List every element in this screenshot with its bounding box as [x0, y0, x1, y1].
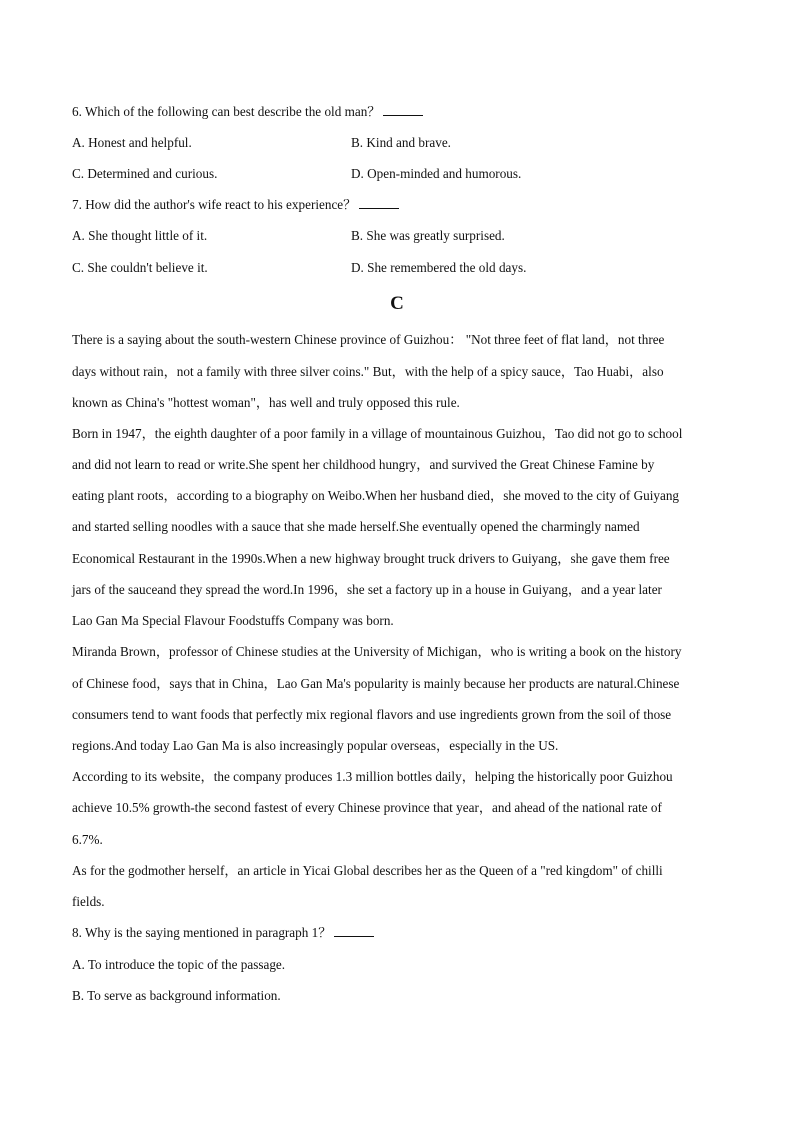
q7-option-c: C. She couldn't believe it. [72, 260, 208, 275]
passage-line: fields. [72, 894, 105, 909]
passage-line: days without rain，not a family with three silver coins." But，with the help of a spicy sauce，Tao Huabi，also [72, 364, 664, 379]
q8-option-b: B. To serve as background information. [72, 988, 281, 1003]
passage-line: and did not learn to read or write.She spent her childhood hungry，and survived the Great Chinese Famine by [72, 457, 655, 472]
passage-line: There is a saying about the south-western Chinese province of Guizhou： "Not three feet of flat land，not three [72, 332, 665, 347]
passage-line: known as China's "hottest woman"，has well and truly opposed this rule. [72, 395, 460, 410]
passage-line: achieve 10.5% growth-the second fastest of every Chinese province that year，and ahead of the national rate of [72, 800, 662, 815]
passage-line: As for the godmother herself，an article in Yicai Global describes her as the Queen of a "red kingdom" of chilli [72, 863, 663, 878]
passage-line: eating plant roots，according to a biography on Weibo.When her husband died，she moved to the city of Guiyang [72, 488, 680, 503]
q8-option-a: A. To introduce the topic of the passage. [72, 957, 286, 972]
answer-blank[interactable] [359, 197, 399, 209]
q7-option-a: A. She thought little of it. [72, 228, 208, 243]
passage-line: jars of the sauceand they spread the word.In 1996，she set a factory up in a house in Guiyang，and a year later [72, 582, 662, 597]
q6-option-d: D. Open-minded and humorous. [351, 166, 522, 181]
passage-line: regions.And today Lao Gan Ma is also increasingly popular overseas，especially in the US. [72, 738, 559, 753]
passage-line: Miranda Brown，professor of Chinese studies at the University of Michigan，who is writing a book on the history [72, 644, 682, 659]
question-6-text: 6. Which of the following can best describe the old man？ [72, 104, 381, 119]
q6-option-a: A. Honest and helpful. [72, 135, 192, 150]
question-7-text: 7. How did the author's wife react to his experience？ [72, 197, 357, 212]
section-heading: C [390, 293, 404, 314]
answer-blank[interactable] [383, 104, 423, 116]
answer-blank[interactable] [334, 925, 374, 937]
q6-option-c: C. Determined and curious. [72, 166, 218, 181]
passage-line: consumers tend to want foods that perfectly mix regional flavors and use ingredients grown from the soil of those [72, 707, 672, 722]
passage-line: Lao Gan Ma Special Flavour Foodstuffs Company was born. [72, 613, 394, 628]
passage-line: Economical Restaurant in the 1990s.When a new highway brought truck drivers to Guiyang，she gave them free [72, 551, 670, 566]
passage-line: Born in 1947，the eighth daughter of a poor family in a village of mountainous Guizhou，Tao did not go to school [72, 426, 683, 441]
question-8-text: 8. Why is the saying mentioned in paragraph 1？ [72, 925, 332, 940]
question-8 [72, 925, 374, 941]
q7-option-b: B. She was greatly surprised. [351, 228, 505, 243]
passage-line: 6.7%. [72, 832, 103, 847]
passage-line: and started selling noodles with a sauce that she made herself.She eventually opened the charmingly named [72, 519, 640, 534]
question-7 [72, 197, 399, 213]
question-6 [72, 104, 423, 120]
passage-line: According to its website，the company produces 1.3 million bottles daily，helping the historically poor Guizhou [72, 769, 673, 784]
passage-line: of Chinese food，says that in China，Lao Gan Ma's popularity is mainly because her products are natural.Chinese [72, 676, 680, 691]
q7-option-d: D. She remembered the old days. [351, 260, 527, 275]
q6-option-b: B. Kind and brave. [351, 135, 451, 150]
